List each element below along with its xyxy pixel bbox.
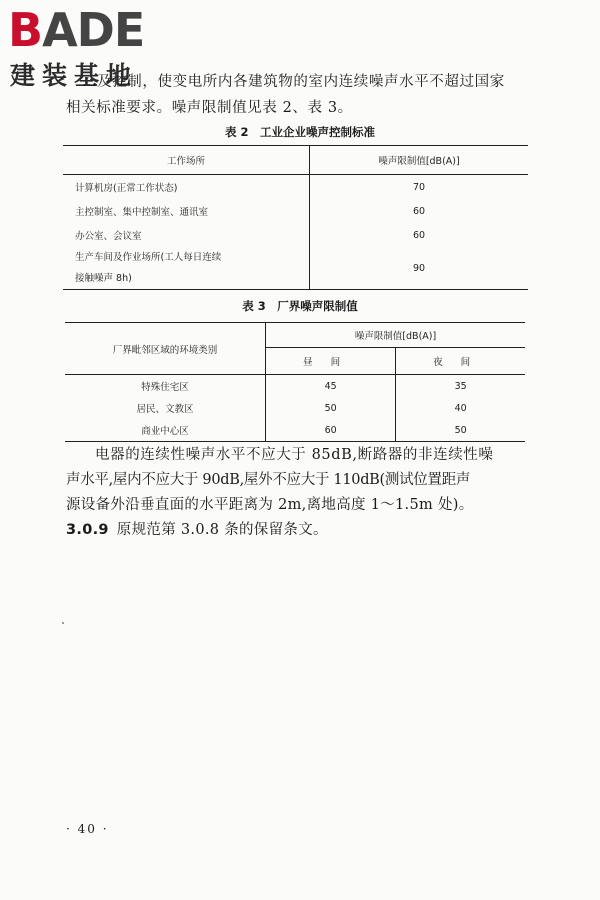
paragraph-line-2: 声水平,屋内不应大于 90dB,屋外不应大于 110dB(测试位置距声: [66, 472, 471, 488]
table2-value: 60: [412, 205, 426, 217]
table-row: [63, 247, 528, 290]
paragraph-line-3: 源设备外沿垂直面的水平距离为 2m,离地高度 1～1.5m 处)。: [66, 497, 474, 513]
logo-brand: BADE: [8, 3, 145, 57]
table3-night-value: 50: [454, 424, 467, 436]
table2-place-multiline: [63, 247, 310, 290]
table2-place-line-1: 生产车间及作业场所(工人每日连续: [75, 252, 222, 263]
table3-night-value: 35: [454, 380, 467, 392]
table-row: [65, 419, 525, 442]
table3-header-limit: 噪声限制值[dB(A)]: [266, 323, 526, 348]
table2-header-place: 工作场所: [63, 146, 310, 175]
table3-caption: 表 3 厂界噪声限制值: [242, 299, 358, 313]
paragraph-line-1: 电器的连续性噪声水平不应大于 85dB,断路器的非连续性噪: [95, 447, 494, 463]
table2-place: 主控制室、集中控制室、通讯室: [63, 199, 310, 223]
page-number: · 40 ·: [66, 822, 109, 836]
table2-value: 90: [412, 262, 426, 274]
table3-day-value: 60: [266, 419, 396, 442]
table-row: [65, 375, 525, 398]
table-row: [65, 397, 525, 419]
scan-speck: [62, 622, 64, 624]
table-row: [63, 199, 528, 223]
table3-category: 商业中心区: [65, 419, 266, 442]
clause-text: 原规范第 3.0.8 条的保留条文。: [116, 522, 328, 538]
table-row: [63, 175, 528, 200]
table2-place-line-2: 接触噪声 8h): [75, 273, 132, 284]
table3-night-value: 40: [454, 402, 467, 414]
table2-value: 60: [412, 229, 426, 241]
table3-header-category: 厂界毗邻区域的环境类别: [65, 323, 266, 375]
clause-line: [66, 518, 546, 543]
table-row: [63, 223, 528, 247]
table2-noise-control: [63, 145, 528, 290]
intro-line-1: …及控制，使变电所内各建筑物的室内连续噪声水平不超过国家: [82, 74, 505, 90]
table2-place: 计算机房(正常工作状态): [63, 175, 310, 200]
body-paragraph: [66, 443, 546, 543]
table3-boundary-noise: [65, 322, 525, 442]
table2-place: 办公室、会议室: [63, 223, 310, 247]
table2-value: 70: [412, 181, 426, 193]
table3-header-day: 昼间: [266, 348, 396, 375]
clause-number: 3.0.9: [66, 522, 109, 538]
table2-header-limit: 噪声限制值[dB(A)]: [310, 146, 529, 175]
table3-category: 特殊住宅区: [65, 375, 266, 398]
table3-category: 居民、文教区: [65, 397, 266, 419]
table2-caption: 表 2 工业企业噪声控制标准: [224, 125, 375, 139]
intro-line-2: 相关标准要求。噪声限制值见表 2、表 3。: [66, 100, 353, 116]
table3-day-value: 45: [266, 375, 396, 398]
table3-day-value: 50: [266, 397, 396, 419]
logo-subtitle: 建装基地: [10, 61, 139, 90]
table3-header-night: 夜间: [396, 348, 525, 375]
